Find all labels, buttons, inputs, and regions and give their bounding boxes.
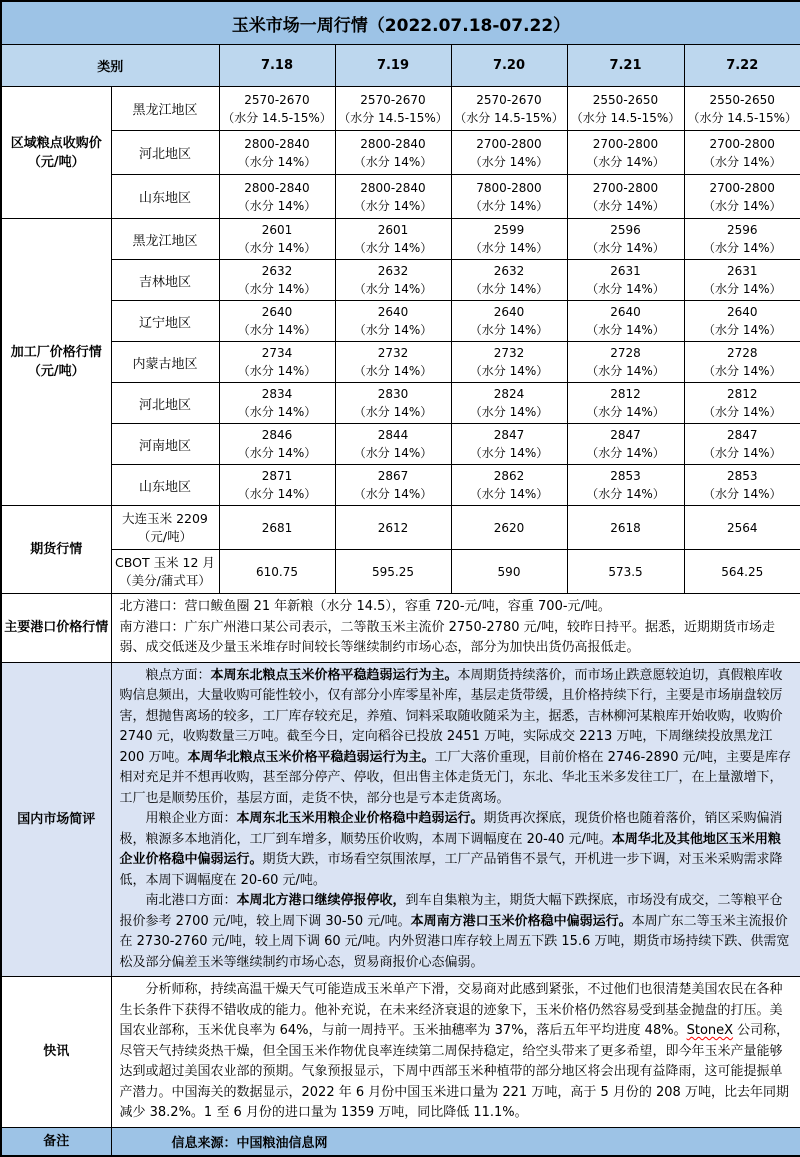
price-cell: 2640 （水分 14%） [335,301,451,342]
moisture-note: （水分 14%） [568,153,684,171]
price-cell: 2867 （水分 14%） [335,465,451,506]
price-cell: 2728 （水分 14%） [567,342,684,383]
futures-value: 595.25 [335,550,451,594]
futures-value: 2564 [684,506,800,550]
price-cell: 2570-2670 （水分 14.5-15%） [451,87,567,131]
price-cell: 2631 （水分 14%） [684,260,800,301]
price-cell: 2640 （水分 14%） [567,301,684,342]
price-cell: 2847 （水分 14%） [684,424,800,465]
header-category: 类别 [1,45,219,87]
moisture-note: （水分 14%） [452,444,567,462]
price-cell: 2732 （水分 14%） [335,342,451,383]
price-cell: 2570-2670 （水分 14.5-15%） [219,87,335,131]
header-date-4: 7.21 [567,45,684,87]
price-cell: 2732 （水分 14%） [451,342,567,383]
region-cell: 河北地区 [111,383,219,424]
ports-row [1,594,800,663]
price-cell: 2812 （水分 14%） [684,383,800,424]
ports-content [111,594,800,663]
price-cell: 2846 （水分 14%） [219,424,335,465]
page-title: 玉米市场一周行情（2022.07.18-07.22） [1,1,800,45]
price-cell: 7800-2800 （水分 14%） [451,175,567,219]
moisture-note: （水分 14%） [568,362,684,380]
moisture-note: （水分 14%） [452,197,567,215]
price-cell: 2824 （水分 14%） [451,383,567,424]
moisture-note: （水分 14%） [685,444,800,462]
moisture-note: （水分 14%） [685,403,800,421]
price-cell: 2800-2840 （水分 14%） [219,175,335,219]
futures-value: 564.25 [684,550,800,594]
moisture-note: （水分 14%） [452,280,567,298]
section-label-note: 备注 [1,1127,111,1156]
regional-row-heilongjiang [1,87,800,131]
moisture-note: （水分 14%） [568,485,684,503]
price-cell: 2812 （水分 14%） [567,383,684,424]
moisture-note: （水分 14.5-15%） [568,109,684,127]
region-cell: 辽宁地区 [111,301,219,342]
region-cell: 河南地区 [111,424,219,465]
section-label-ports: 主要港口价格行情 [1,594,111,663]
moisture-note: （水分 14%） [685,280,800,298]
news-content [111,977,800,1128]
moisture-note: （水分 14%） [685,153,800,171]
moisture-note: （水分 14%） [220,321,335,339]
moisture-note: （水分 14.5-15%） [685,109,800,127]
price-cell: 2728 （水分 14%） [684,342,800,383]
processing-row-hebei [1,383,800,424]
moisture-note: （水分 14%） [452,485,567,503]
moisture-note: （水分 14%） [452,321,567,339]
region-cell: 吉林地区 [111,260,219,301]
price-cell: 2800-2840 （水分 14%） [335,131,451,175]
price-cell: 2700-2800 （水分 14%） [567,175,684,219]
price-cell: 2601 （水分 14%） [219,219,335,260]
header-date-1: 7.18 [219,45,335,87]
moisture-note: （水分 14%） [568,403,684,421]
moisture-note: （水分 14%） [220,197,335,215]
moisture-note: （水分 14%） [336,153,451,171]
commentary-row [1,662,800,977]
processing-row-heilongjiang [1,219,800,260]
moisture-note: （水分 14%） [220,153,335,171]
price-cell: 2734 （水分 14%） [219,342,335,383]
moisture-note: （水分 14.5-15%） [336,109,451,127]
futures-value: 2620 [451,506,567,550]
regional-row-shandong [1,175,800,219]
header-date-3: 7.20 [451,45,567,87]
price-cell: 2700-2800 （水分 14%） [567,131,684,175]
processing-row-jilin [1,260,800,301]
price-cell: 2601 （水分 14%） [335,219,451,260]
price-cell: 2700-2800 （水分 14%） [684,175,800,219]
price-cell: 2862 （水分 14%） [451,465,567,506]
moisture-note: （水分 14%） [685,239,800,257]
instrument-cell: 大连玉米 2209 （元/吨） [111,506,219,550]
price-cell: 2640 （水分 14%） [451,301,567,342]
instrument-cell: CBOT 玉米 12 月 （美分/蒲式耳） [111,550,219,594]
moisture-note: （水分 14%） [220,362,335,380]
price-cell: 2847 （水分 14%） [567,424,684,465]
moisture-note: （水分 14%） [336,280,451,298]
section-label-commentary: 国内市场简评 [1,662,111,977]
news-row [1,977,800,1128]
price-cell: 2847 （水分 14%） [451,424,567,465]
price-cell: 2700-2800 （水分 14%） [684,131,800,175]
ports-line-north: 北方港口：营口鲅鱼圈 21 年新粮（水分 14.5），容重 720-元/吨，容重 700-元/吨。 [120,597,793,618]
price-cell: 2800-2840 （水分 14%） [219,131,335,175]
price-cell: 2596 （水分 14%） [567,219,684,260]
moisture-note: （水分 14%） [452,153,567,171]
section-label-regional: 区域粮点收购价 （元/吨） [1,87,111,219]
moisture-note: （水分 14%） [568,280,684,298]
moisture-note: （水分 14%） [685,485,800,503]
moisture-note: （水分 14%） [452,239,567,257]
commentary-content [111,662,800,977]
price-cell: 2844 （水分 14%） [335,424,451,465]
moisture-note: （水分 14%） [568,239,684,257]
price-cell: 2632 （水分 14%） [335,260,451,301]
futures-value: 2618 [567,506,684,550]
futures-value: 2681 [219,506,335,550]
price-cell: 2599 （水分 14%） [451,219,567,260]
note-row [1,1127,800,1156]
moisture-note: （水分 14%） [220,239,335,257]
price-cell: 2834 （水分 14%） [219,383,335,424]
section-label-processing: 加工厂价格行情 （元/吨） [1,219,111,506]
ports-line-south: 南方港口：广东广州港口某公司表示，二等散玉米主流价 2750-2780 元/吨，较昨日持平。据悉，近期期货市场走弱、成交低迷及少量玉米堆存时间较长等继续制约市场心态，部分为加快出货仍高报低走。 [120,618,793,659]
moisture-note: （水分 14%） [220,403,335,421]
futures-value: 573.5 [567,550,684,594]
commentary-para-ports: 南北港口方面：本周北方港口继续停报停收，到车自集粮为主，期货大幅下跌探底，市场没有成交，二等粮平仓报价参考 2700 元/吨，较上周下调 30-50 元/吨。本周南方港口玉米价格稳中偏弱运行。本周广东二等玉米主流报价在 2730-2760 元/吨，较上周下调 60 元/吨。内外贸港口库存较上周五下跌 15.6 万吨，期货市场持续下跌、供需宽松及部分偏差玉米等继续制约市场心态，贸易商报价心态偏弱。 [120,891,793,973]
futures-value: 2612 [335,506,451,550]
section-label-news: 快讯 [1,977,111,1128]
moisture-note: （水分 14%） [685,362,800,380]
price-cell: 2631 （水分 14%） [567,260,684,301]
moisture-note: （水分 14%） [336,485,451,503]
price-cell: 2632 （水分 14%） [219,260,335,301]
moisture-note: （水分 14%） [685,321,800,339]
header-row [1,45,800,87]
moisture-note: （水分 14%） [336,239,451,257]
moisture-note: （水分 14%） [568,197,684,215]
futures-value: 590 [451,550,567,594]
price-cell: 2640 （水分 14%） [684,301,800,342]
region-cell: 山东地区 [111,175,219,219]
futures-value: 610.75 [219,550,335,594]
moisture-note: （水分 14%） [452,403,567,421]
commentary-para-feed-enterprises: 用粮企业方面：本周东北玉米用粮企业价格稳中趋弱运行。期货再次探底，现货价格也随着落价，销区采购偏消极，粮源多本地消化，工厂到车增多，顺势压价收购，本周下调幅度在 20-40 元/吨。本周华北及其他地区玉米用粮企业价格稳中偏弱运行。期货大跌，市场看空氛围浓厚，工厂产品销售不景气，开机进一步下调，对玉米采购需求降低，本周下调幅度在 20-60 元/吨。 [120,809,793,891]
futures-row-cbot [1,550,800,594]
price-cell: 2871 （水分 14%） [219,465,335,506]
moisture-note: （水分 14.5-15%） [220,109,335,127]
processing-row-shandong [1,465,800,506]
price-cell: 2640 （水分 14%） [219,301,335,342]
price-cell: 2700-2800 （水分 14%） [451,131,567,175]
price-cell: 2853 （水分 14%） [684,465,800,506]
news-paragraph: 分析师称，持续高温干燥天气可能造成玉米单产下滑，交易商对此感到紧张，不过他们也很清楚美国农民在各种生长条件下获得不错收成的能力。他补充说，在未来经济衰退的迹象下，玉米价格仍然容易受到基金抛盘的打压。美国农业部称，玉米优良率为 64%，与前一周持平。玉米抽穗率为 37%，落后五年平均进度 48%。StoneX 公司称，尽管天气持续炎热干燥，但全国玉米作物优良率连续第二周保持稳定，给空头带来了更多希望，即今年玉米产量能够达到或超过美国农业部的预期。气象预报显示，下周中西部玉米种植带的部分地区将会出现有益降雨，这可能提振单产潜力。中国海关的数据显示，2022 年 6 月份中国玉米进口量为 221 万吨，高于 5 月份的 208 万吨，比去年同期减少 38.2%。1 至 6 月份的进口量为 1359 万吨，同比降低 11.1%。 [120,980,793,1124]
price-cell: 2800-2840 （水分 14%） [335,175,451,219]
moisture-note: （水分 14.5-15%） [452,109,567,127]
moisture-note: （水分 14%） [220,485,335,503]
moisture-note: （水分 14%） [336,403,451,421]
processing-row-henan [1,424,800,465]
region-cell: 内蒙古地区 [111,342,219,383]
processing-row-liaoning [1,301,800,342]
note-content: 信息来源：中国粮油信息网 [111,1127,800,1156]
moisture-note: （水分 14%） [568,444,684,462]
region-cell: 黑龙江地区 [111,219,219,260]
region-cell: 黑龙江地区 [111,87,219,131]
moisture-note: （水分 14%） [220,280,335,298]
price-cell: 2570-2670 （水分 14.5-15%） [335,87,451,131]
moisture-note: （水分 14%） [220,444,335,462]
section-label-futures: 期货行情 [1,506,111,594]
regional-row-hebei [1,131,800,175]
region-cell: 河北地区 [111,131,219,175]
price-cell: 2596 （水分 14%） [684,219,800,260]
moisture-note: （水分 14%） [452,362,567,380]
price-cell: 2632 （水分 14%） [451,260,567,301]
price-cell: 2853 （水分 14%） [567,465,684,506]
header-date-2: 7.19 [335,45,451,87]
moisture-note: （水分 14%） [336,197,451,215]
moisture-note: （水分 14%） [336,321,451,339]
header-date-5: 7.22 [684,45,800,87]
moisture-note: （水分 14%） [336,362,451,380]
price-cell: 2550-2650 （水分 14.5-15%） [567,87,684,131]
moisture-note: （水分 14%） [685,197,800,215]
moisture-note: （水分 14%） [568,321,684,339]
price-cell: 2550-2650 （水分 14.5-15%） [684,87,800,131]
moisture-note: （水分 14%） [336,444,451,462]
commentary-para-grain-points: 粮点方面：本周东北粮点玉米价格平稳趋弱运行为主。本周期货持续落价，而市场止跌意愿较迫切，真假粮库收购信息频出，大量收购可能性较小，仅有部分小库零星补库，基层走货带缓，且价格持续下行，主要是市场崩盘较厉害，想抛售离场的较多，工厂库存较充足，养殖、饲料采取随收随采为主，据悉，吉林柳河某粮库开始收购，收购价 2740 元，收购数量三万吨。截至今日，定向稻谷已投放 2451 万吨，实际成交 2213 万吨，下周继续投放黑龙江 200 万吨。本周华北粮点玉米价格平稳趋弱运行为主。工厂大落价重现，目前价格在 2746-2890 元/吨，主要是库存相对充足并不想再收购，甚至部分停产、停收，但出售主体走货无门，东北、华北玉米多发往工厂，在上量激增下，工厂也是顺势压价，基层方面，走货不快，部分也是亏本走货离场。 [120,666,793,810]
region-cell: 山东地区 [111,465,219,506]
price-cell: 2830 （水分 14%） [335,383,451,424]
futures-row-dalian [1,506,800,550]
processing-row-neimenggu [1,342,800,383]
title-row [1,1,800,45]
